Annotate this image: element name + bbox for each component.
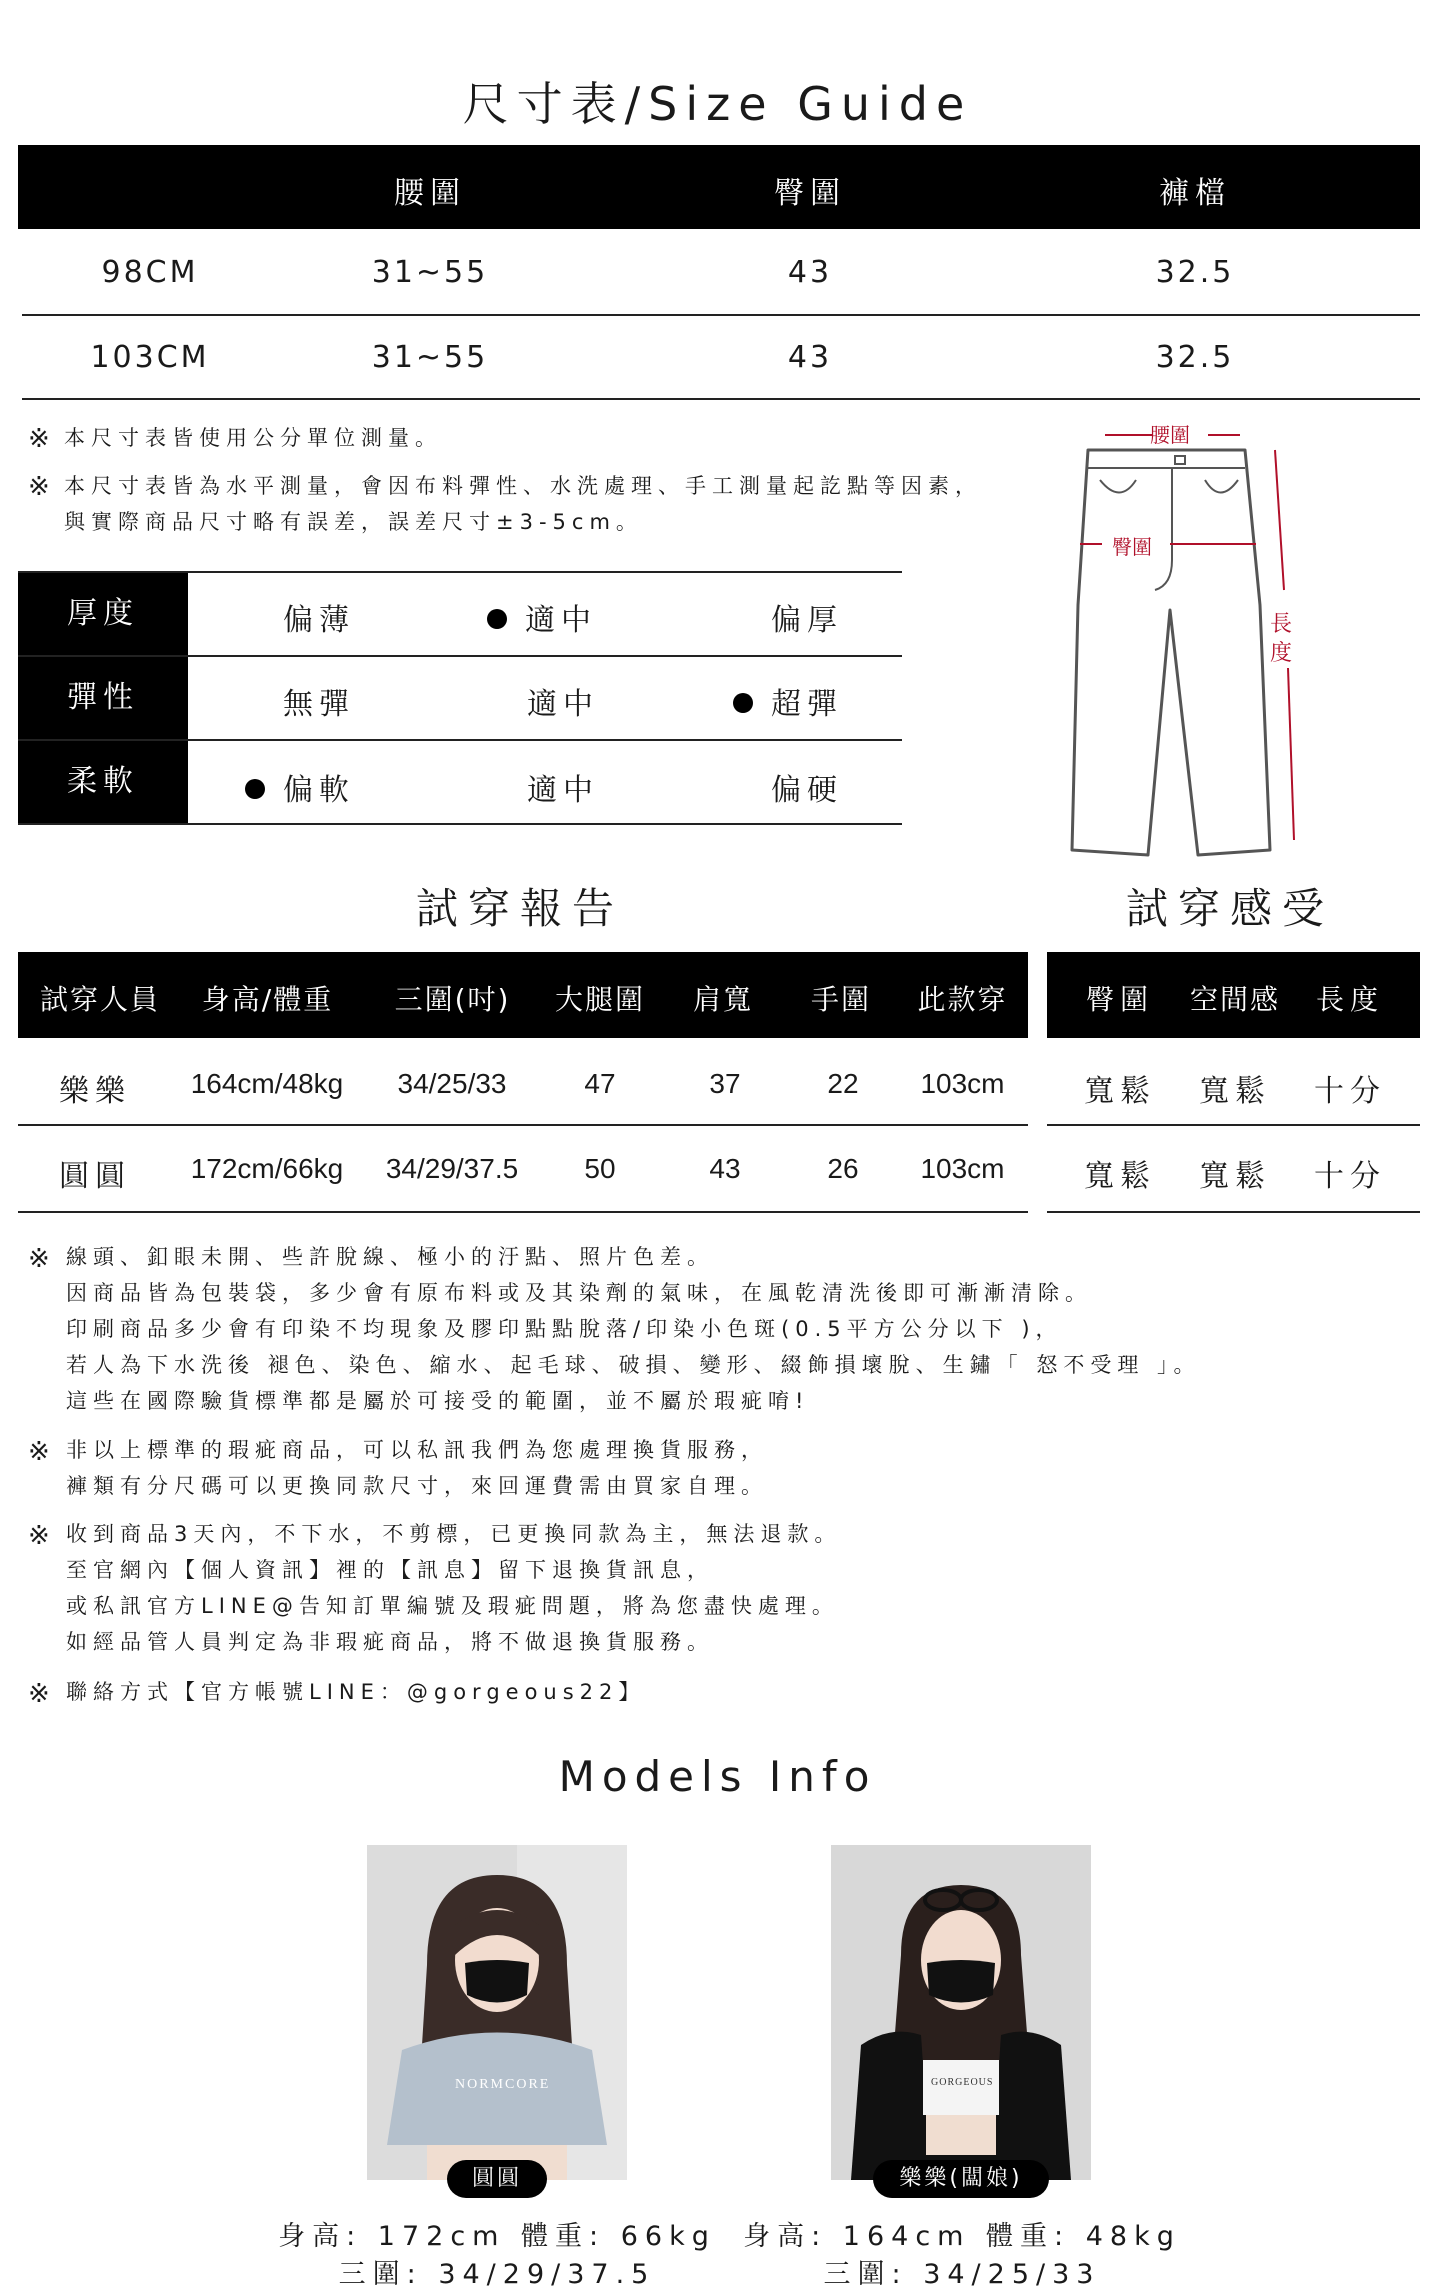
- policy-note-3-line-3: 或私訊官方LINE@告知訂單編號及瑕疵問題，將為您盡快處理。: [66, 1594, 839, 1618]
- attr-softness-option-1: [245, 765, 355, 809]
- model-photo-left: [367, 1845, 627, 2180]
- model-right-stats-line-1: 身高: 164cm 體重: 48kg: [743, 2221, 1181, 2252]
- attr-label-softness: 柔軟: [18, 741, 188, 823]
- try-on-row-1-measurements: 34/25/33: [397, 1068, 507, 1099]
- try-on-header-arm: 手圍: [810, 983, 871, 1016]
- feel-header-hip: 臀圍: [1085, 983, 1154, 1016]
- feel-header-length: 長度: [1315, 983, 1384, 1016]
- try-on-row-1-height-weight: 164cm/48kg: [190, 1068, 344, 1099]
- size-note-1: 本尺寸表皆使用公分單位測量。: [64, 426, 442, 450]
- size-row-2-hip: 43: [787, 340, 833, 375]
- feel-title: 試穿感受: [1125, 884, 1334, 933]
- note-mark: ※: [28, 1679, 50, 1709]
- model-figure-right: [831, 1845, 1091, 2180]
- policy-note-3-line-4: 如經品管人員判定為非瑕疵商品，將不做退換貨服務。: [66, 1630, 714, 1654]
- feel-row-1-hip: 寬鬆: [1084, 1074, 1156, 1109]
- feel-row-2-space: 寬鬆: [1199, 1159, 1271, 1194]
- policy-note-1-line-2: 因商品皆為包裝袋，多少會有原布料或及其染劑的氣味，在風乾清洗後即可漸漸清除。: [66, 1281, 1092, 1305]
- attr-softness-option-3: 偏硬: [771, 773, 843, 808]
- feel-row-divider: [1047, 1211, 1420, 1213]
- size-row-1-hip: 43: [787, 255, 833, 290]
- policy-note-1-line-1: 線頭、釦眼未開、些許脫線、極小的汙點、照片色差。: [66, 1245, 714, 1269]
- size-row-2-waist: 31~55: [371, 340, 489, 375]
- feel-row-2-hip: 寬鬆: [1084, 1159, 1156, 1194]
- try-on-row-1-arm: 22: [827, 1068, 859, 1099]
- policy-note-1-line-4: 若人為下水洗後 褪色、染色、縮水、起毛球、破損、變形、綴飾損壞脫、生鏽「 怒不受理 」。: [66, 1353, 1201, 1377]
- try-on-header-measurements: 三圍(吋): [394, 983, 511, 1016]
- try-on-row-1-thigh: 47: [584, 1068, 616, 1099]
- size-header-waist: 腰圍: [394, 176, 466, 211]
- try-on-row-2-person: 圓圓: [59, 1159, 131, 1194]
- try-on-header-height-weight: 身高/體重: [201, 983, 334, 1016]
- size-header-rise: 褲檔: [1159, 176, 1231, 211]
- models-title: Models Info: [558, 1752, 877, 1801]
- note-mark: ※: [28, 1521, 50, 1551]
- model-name-left: 圓圓: [447, 2160, 547, 2198]
- attr-label-thickness: 厚度: [18, 573, 188, 655]
- size-guide-title: 尺寸表/Size Guide: [462, 77, 973, 131]
- model-right-stats-line-2: 三圍: 34/25/33: [823, 2259, 1101, 2290]
- try-on-row-2-height-weight: 172cm/66kg: [190, 1153, 344, 1184]
- diagram-length-label: 度: [1270, 641, 1293, 666]
- size-header-hip: 臀圍: [774, 176, 846, 211]
- size-row-1-rise: 32.5: [1155, 255, 1235, 290]
- try-on-header-size-worn: 此款穿: [917, 983, 1008, 1016]
- try-on-row-2-measurements: 34/29/37.5: [385, 1153, 519, 1184]
- note-mark: ※: [28, 424, 50, 454]
- diagram-hip-label: 臀圍: [1112, 535, 1152, 559]
- note-mark: ※: [28, 1244, 50, 1274]
- model-photo-right: [831, 1845, 1091, 2180]
- feel-row-1-space: 寬鬆: [1199, 1074, 1271, 1109]
- feel-row-1-length: 十分: [1314, 1074, 1386, 1109]
- feel-row-2-length: 十分: [1314, 1159, 1386, 1194]
- try-on-row-1-shoulder: 37: [709, 1068, 741, 1099]
- policy-note-1-line-3: 印刷商品多少會有印染不均現象及膠印點點脫落/印染小色斑(0.5平方公分以下 )，: [66, 1317, 1063, 1341]
- attr-elasticity-option-1: 無彈: [283, 687, 355, 722]
- feel-header-space: 空間感: [1189, 983, 1280, 1016]
- left-shirt-print: NORMCORE: [455, 2077, 551, 2092]
- policy-note-3-line-2: 至官網內【個人資訊】裡的【訊息】留下退換貨訊息，: [66, 1558, 714, 1582]
- try-on-row-2-thigh: 50: [584, 1153, 616, 1184]
- size-row-divider: [22, 398, 1420, 400]
- selected-dot-icon: [245, 779, 265, 799]
- size-row-1-waist: 31~55: [371, 255, 489, 290]
- try-on-row-2-size-worn: 103cm: [920, 1153, 1005, 1184]
- diagram-length-label: 長: [1270, 612, 1293, 637]
- model-figure-left: [367, 1845, 627, 2180]
- policy-note-1-line-5: 這些在國際驗貨標準都是屬於可接受的範圍，並不屬於瑕疵唷!: [66, 1389, 810, 1413]
- size-note-2-line-2: 與實際商品尺寸略有誤差，誤差尺寸±3-5cm。: [64, 510, 643, 534]
- try-on-row-1-size-worn: 103cm: [920, 1068, 1005, 1099]
- attr-option-label: 偏軟: [283, 773, 355, 808]
- selected-dot-icon: [487, 609, 507, 629]
- size-row-2-rise: 32.5: [1155, 340, 1235, 375]
- attr-elasticity-option-3: [733, 679, 843, 723]
- size-row-1-size: 98CM: [101, 255, 199, 290]
- size-row-2-size: 103CM: [90, 340, 210, 375]
- try-on-row-divider: [18, 1124, 1028, 1126]
- attr-thickness-option-2: [487, 595, 597, 639]
- model-left-stats-line-2: 三圍: 34/29/37.5: [338, 2259, 656, 2290]
- policy-note-2-line-1: 非以上標準的瑕疵商品，可以私訊我們為您處理換貨服務，: [66, 1438, 768, 1462]
- try-on-row-2-arm: 26: [827, 1153, 859, 1184]
- model-name-right: 樂樂(闆娘): [873, 2160, 1049, 2198]
- attr-elasticity-option-2: 適中: [527, 687, 599, 722]
- policy-note-3-line-1: 收到商品3天內，不下水，不剪標，已更換同款為主，無法退款。: [66, 1522, 842, 1546]
- selected-dot-icon: [733, 693, 753, 713]
- try-on-row-1-person: 樂樂: [59, 1074, 131, 1109]
- attr-label-elasticity: 彈性: [18, 657, 188, 739]
- attr-softness-option-2: 適中: [527, 773, 599, 808]
- policy-contact-line[interactable]: 聯絡方式【官方帳號LINE：@gorgeous22】: [66, 1680, 646, 1704]
- attr-thickness-option-1: 偏薄: [283, 603, 355, 638]
- note-mark: ※: [28, 1437, 50, 1467]
- attr-thickness-option-3: 偏厚: [771, 603, 843, 638]
- try-on-header-shoulder: 肩寬: [692, 983, 753, 1016]
- attr-divider: [18, 823, 902, 825]
- diagram-waist-label: 腰圍: [1150, 423, 1190, 447]
- attr-option-label: 適中: [525, 603, 597, 638]
- try-on-header-person: 試穿人員: [39, 983, 160, 1016]
- try-on-row-2-shoulder: 43: [709, 1153, 741, 1184]
- size-row-divider: [22, 314, 1420, 316]
- policy-note-2-line-2: 褲類有分尺碼可以更換同款尺寸，來回運費需由買家自理。: [66, 1474, 768, 1498]
- model-left-stats-line-1: 身高: 172cm 體重: 66kg: [278, 2221, 716, 2252]
- feel-row-divider: [1047, 1124, 1420, 1126]
- try-on-title: 試穿報告: [415, 884, 624, 933]
- note-mark: ※: [28, 472, 50, 502]
- try-on-header-thigh: 大腿圍: [554, 983, 645, 1016]
- right-shirt-print: GORGEOUS: [931, 2077, 994, 2088]
- size-note-2-line-1: 本尺寸表皆為水平測量，會因布料彈性、水洗處理、手工測量起訖點等因素，: [64, 474, 982, 498]
- try-on-row-divider: [18, 1211, 1028, 1213]
- attr-option-label: 超彈: [771, 687, 843, 722]
